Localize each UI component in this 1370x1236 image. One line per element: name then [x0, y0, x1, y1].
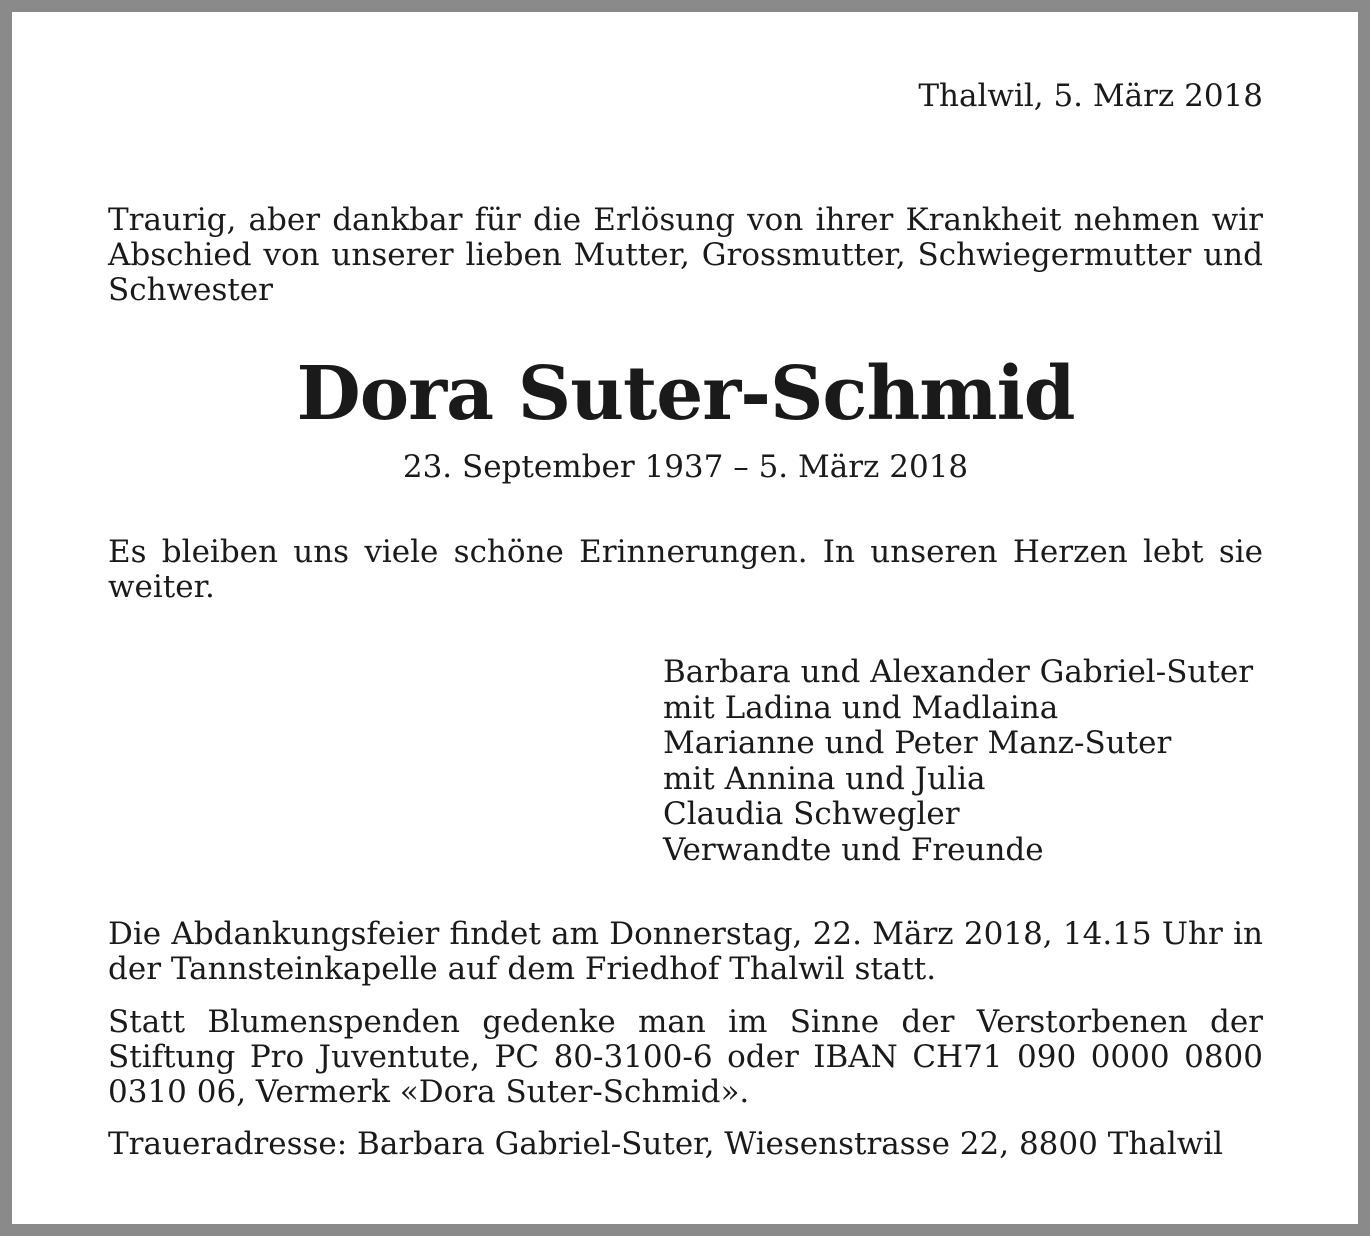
- family-line: mit Ladina und Madlaina: [663, 689, 1059, 726]
- family-line: Marianne und Peter Manz-Suter: [663, 725, 1172, 761]
- family-line: mit Annina und Julia: [663, 760, 986, 797]
- family-list: [663, 655, 1263, 868]
- mourning-address: Traueradresse: Barbara Gabriel-Suter, Wiesenstrasse 22, 8800 Thalwil: [108, 1126, 1224, 1162]
- donation-text: Statt Blumenspenden gedenke man im Sinne der Verstorbenen der Stiftung Pro Juventute, PC 80-3100-6 oder IBAN CH71 090 0000 0800 0310 06, Vermerk «Dora Suter-Schmid».: [108, 1004, 1263, 1110]
- intro-text: Traurig, aber dankbar für die Erlösung von ihrer Krankheit nehmen wir Abschied von unserer lieben Mutter, Grossmutter, Schwiegermutter und Schwester: [108, 202, 1263, 308]
- deceased-name: Dora Suter-Schmid: [296, 351, 1075, 437]
- family-line: Barbara und Alexander Gabriel-Suter: [663, 654, 1254, 690]
- place-date: Thalwil, 5. März 2018: [918, 78, 1263, 114]
- obituary-notice: [12, 12, 1358, 1224]
- family-line: Claudia Schwegler: [663, 796, 960, 832]
- memory-text: Es bleiben uns viele schöne Erinnerungen. In unseren Herzen lebt sie weiter.: [108, 534, 1263, 605]
- life-dates: 23. September 1937 – 5. März 2018: [402, 449, 969, 485]
- family-line: Verwandte und Freunde: [663, 831, 1044, 868]
- ceremony-text: Die Abdankungsfeier findet am Donnerstag, 22. März 2018, 14.15 Uhr in der Tannsteinkapelle auf dem Friedhof Thalwil statt.: [108, 916, 1263, 987]
